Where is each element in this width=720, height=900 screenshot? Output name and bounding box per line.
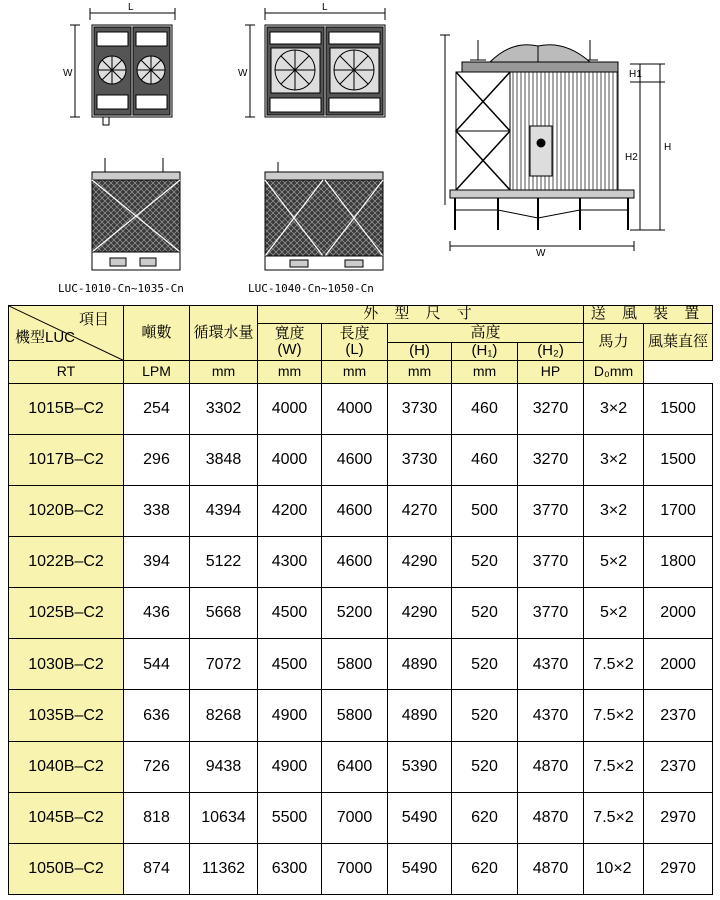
value-cell: 4890	[388, 690, 452, 741]
value-cell: 5800	[322, 690, 388, 741]
unit-cell: mm	[322, 361, 388, 383]
value-cell: 3×2	[584, 485, 644, 536]
value-cell: 2000	[644, 639, 713, 690]
value-cell: 2970	[644, 843, 713, 894]
value-cell: 1500	[644, 434, 713, 485]
top-view-small	[70, 8, 175, 125]
value-cell: 4290	[388, 588, 452, 639]
value-cell: 4900	[258, 690, 322, 741]
value-cell: 3×2	[584, 434, 644, 485]
value-cell: 4870	[518, 741, 584, 792]
side-elevation	[440, 35, 665, 251]
value-cell: 4000	[258, 383, 322, 434]
value-cell: 4394	[190, 485, 258, 536]
value-cell: 5500	[258, 792, 322, 843]
value-cell: 3302	[190, 383, 258, 434]
unit-cell: HP	[518, 361, 584, 383]
table-row	[9, 639, 713, 690]
units-row	[9, 361, 713, 383]
value-cell: 6400	[322, 741, 388, 792]
header-outer-dimensions: 外 型 尺 寸	[258, 306, 584, 324]
value-cell: 460	[452, 383, 518, 434]
header-h: (H)	[388, 342, 452, 360]
value-cell: 7.5×2	[584, 639, 644, 690]
dim-label-w-large: W	[238, 68, 248, 79]
value-cell: 3770	[518, 485, 584, 536]
value-cell: 3270	[518, 434, 584, 485]
model-cell: 1035B–C2	[9, 690, 124, 741]
value-cell: 2000	[644, 588, 713, 639]
model-cell: 1050B–C2	[9, 843, 124, 894]
value-cell: 520	[452, 639, 518, 690]
value-cell: 7000	[322, 792, 388, 843]
header-power: 馬力	[584, 324, 644, 361]
value-cell: 460	[452, 434, 518, 485]
value-cell: 4300	[258, 537, 322, 588]
value-cell: 338	[124, 485, 190, 536]
value-cell: 620	[452, 792, 518, 843]
model-cell: 1040B–C2	[9, 741, 124, 792]
value-cell: 5122	[190, 537, 258, 588]
header-corner	[9, 306, 124, 361]
unit-cell: mm	[388, 361, 452, 383]
model-cell: 1045B–C2	[9, 792, 124, 843]
table-row	[9, 741, 713, 792]
header-fan-diameter: 風葉直徑	[644, 324, 713, 361]
technical-drawings	[0, 0, 720, 300]
value-cell: 874	[124, 843, 190, 894]
value-cell: 726	[124, 741, 190, 792]
unit-cell: mm	[452, 361, 518, 383]
value-cell: 7.5×2	[584, 792, 644, 843]
value-cell: 3770	[518, 588, 584, 639]
value-cell: 296	[124, 434, 190, 485]
model-cell: 1025B–C2	[9, 588, 124, 639]
model-cell: 1017B–C2	[9, 434, 124, 485]
value-cell: 5390	[388, 741, 452, 792]
dim-label-h: H	[664, 142, 672, 153]
model-cell: 1030B–C2	[9, 639, 124, 690]
value-cell: 4870	[518, 843, 584, 894]
header-model-label: 機型LUC	[15, 328, 76, 346]
unit-cell: RT	[9, 361, 124, 383]
header-length	[322, 324, 388, 361]
header-h1: (H₁)	[452, 342, 518, 360]
value-cell: 7000	[322, 843, 388, 894]
table-row	[9, 792, 713, 843]
unit-cell: LPM	[124, 361, 190, 383]
header-flow: 循環水量	[190, 306, 258, 361]
table-row	[9, 843, 713, 894]
unit-cell: mm	[190, 361, 258, 383]
value-cell: 4270	[388, 485, 452, 536]
unit-cell: mm	[258, 361, 322, 383]
header-item-label: 項目	[78, 311, 109, 328]
value-cell: 2970	[644, 792, 713, 843]
value-cell: 9438	[190, 741, 258, 792]
value-cell: 636	[124, 690, 190, 741]
dim-label-h2: H2	[625, 152, 638, 163]
value-cell: 520	[452, 690, 518, 741]
caption-small-units: LUC-1010-Cn~1035-Cn	[58, 282, 184, 295]
value-cell: 3770	[518, 537, 584, 588]
value-cell: 5×2	[584, 537, 644, 588]
header-tons: 噸數	[124, 306, 190, 361]
value-cell: 500	[452, 485, 518, 536]
dim-label-w-small: W	[63, 68, 73, 79]
value-cell: 4900	[258, 741, 322, 792]
value-cell: 394	[124, 537, 190, 588]
header-height: 高度	[388, 324, 584, 342]
value-cell: 7.5×2	[584, 690, 644, 741]
model-cell: 1015B–C2	[9, 383, 124, 434]
value-cell: 4290	[388, 537, 452, 588]
table-row	[9, 383, 713, 434]
caption-large-units: LUC-1040-Cn~1050-Cn	[248, 282, 374, 295]
header-length-symbol: (L)	[345, 341, 364, 359]
dim-label-l-small: L	[128, 2, 134, 13]
value-cell: 4500	[258, 588, 322, 639]
unit-cell: D₀mm	[584, 361, 644, 383]
value-cell: 4200	[258, 485, 322, 536]
model-cell: 1020B–C2	[9, 485, 124, 536]
value-cell: 620	[452, 843, 518, 894]
value-cell: 4870	[518, 792, 584, 843]
value-cell: 8268	[190, 690, 258, 741]
header-width	[258, 324, 322, 361]
header-width-symbol: (W)	[277, 341, 302, 359]
value-cell: 7072	[190, 639, 258, 690]
value-cell: 520	[452, 537, 518, 588]
top-view-large	[245, 8, 385, 117]
value-cell: 4890	[388, 639, 452, 690]
header-fan-unit: 送 風 裝 置	[584, 306, 713, 324]
value-cell: 5490	[388, 792, 452, 843]
value-cell: 818	[124, 792, 190, 843]
value-cell: 5200	[322, 588, 388, 639]
value-cell: 4500	[258, 639, 322, 690]
value-cell: 1800	[644, 537, 713, 588]
value-cell: 3848	[190, 434, 258, 485]
value-cell: 4000	[258, 434, 322, 485]
value-cell: 4000	[322, 383, 388, 434]
value-cell: 4370	[518, 639, 584, 690]
value-cell: 10634	[190, 792, 258, 843]
value-cell: 544	[124, 639, 190, 690]
value-cell: 3730	[388, 434, 452, 485]
front-view-large	[265, 162, 383, 270]
value-cell: 254	[124, 383, 190, 434]
value-cell: 10×2	[584, 843, 644, 894]
table-row	[9, 690, 713, 741]
value-cell: 3270	[518, 383, 584, 434]
value-cell: 2370	[644, 690, 713, 741]
header-width-label: 寬度	[274, 324, 305, 342]
value-cell: 436	[124, 588, 190, 639]
value-cell: 4370	[518, 690, 584, 741]
table-row	[9, 537, 713, 588]
dim-label-w-side: W	[536, 248, 546, 259]
value-cell: 3730	[388, 383, 452, 434]
value-cell: 2370	[644, 741, 713, 792]
value-cell: 5800	[322, 639, 388, 690]
value-cell: 11362	[190, 843, 258, 894]
value-cell: 1500	[644, 383, 713, 434]
value-cell: 5×2	[584, 588, 644, 639]
value-cell: 520	[452, 588, 518, 639]
value-cell: 5668	[190, 588, 258, 639]
value-cell: 5490	[388, 843, 452, 894]
value-cell: 1700	[644, 485, 713, 536]
value-cell: 520	[452, 741, 518, 792]
header-h2: (H₂)	[518, 342, 584, 360]
value-cell: 7.5×2	[584, 741, 644, 792]
value-cell: 3×2	[584, 383, 644, 434]
header-length-label: 長度	[339, 324, 370, 342]
value-cell: 4600	[322, 537, 388, 588]
table-row	[9, 434, 713, 485]
table-row	[9, 588, 713, 639]
value-cell: 4600	[322, 485, 388, 536]
spec-table	[8, 305, 713, 895]
front-view-small	[92, 158, 180, 270]
value-cell: 6300	[258, 843, 322, 894]
model-cell: 1022B–C2	[9, 537, 124, 588]
dim-label-h1: H1	[629, 69, 642, 80]
value-cell: 4600	[322, 434, 388, 485]
dim-label-l-large: L	[322, 2, 328, 13]
table-row	[9, 485, 713, 536]
